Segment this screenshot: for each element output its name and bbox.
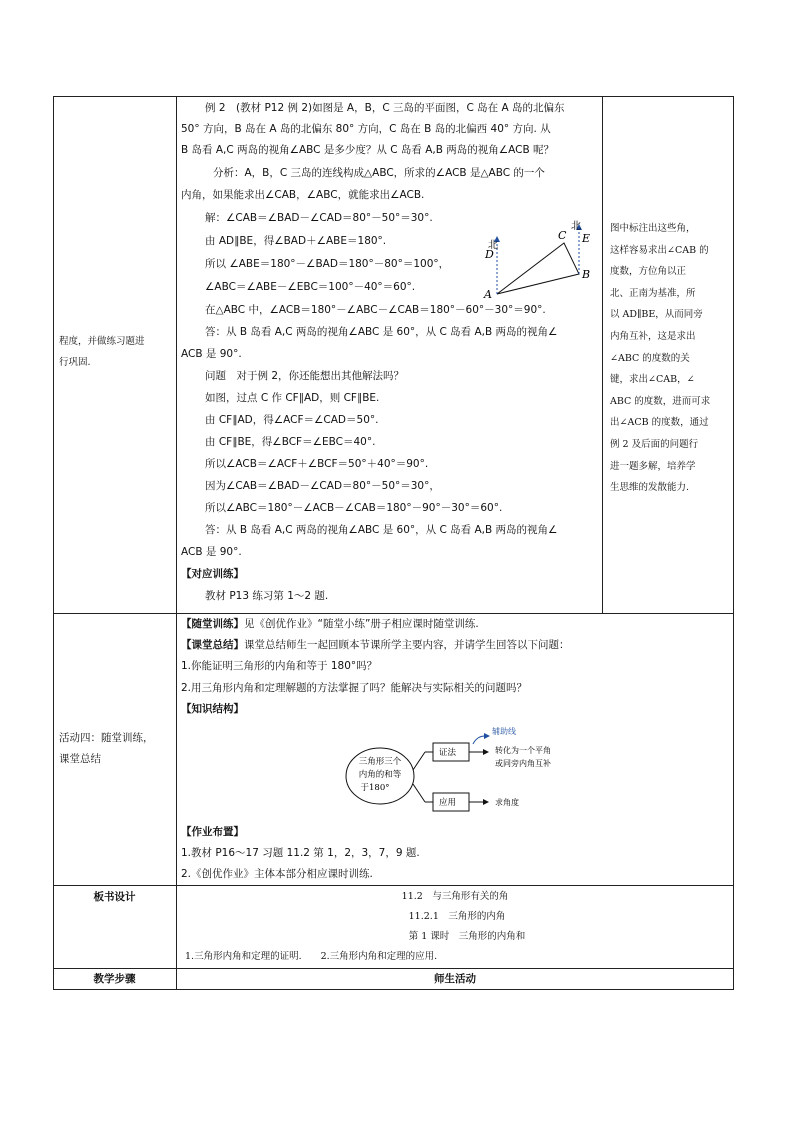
note-line: 内角互补，这是求出 <box>610 330 696 342</box>
training-heading: 【对应训练】 <box>181 568 244 580</box>
suitang-line <box>181 614 479 635</box>
footer-teacher-student: 师生活动 <box>434 973 476 985</box>
solution-line-3: 所以 ∠ABE＝180°－∠BAD＝180°－80°＝100°， <box>205 258 450 270</box>
ketang-line <box>181 635 570 656</box>
left-cell-row4: 教学步骤 <box>93 973 136 985</box>
summary-question-1: 1.你能证明三角形的内角和等于 180°吗？ <box>181 660 378 672</box>
arrow-right-icon <box>483 749 489 755</box>
row-divider <box>53 885 734 886</box>
question-line: 问题 对于例 2，你还能想出其他解法吗？ <box>205 370 405 382</box>
mindmap-branch-1: 证法 <box>439 748 457 758</box>
table-border-left <box>53 96 54 990</box>
left-cell-row3: 板书设计 <box>93 891 136 903</box>
board-design-cell <box>177 887 733 967</box>
figure-label-e: E <box>582 232 591 245</box>
mindmap-aux-label: 辅助线 <box>492 727 516 736</box>
board-title-2: 11.2.1 三角形的内角 <box>408 911 506 922</box>
left-row1-line1: 程度，并做练习题进 <box>59 336 145 347</box>
figure-label-c: C <box>558 229 567 242</box>
triangle-figure <box>473 218 603 304</box>
homework-heading: 【作业布置】 <box>181 826 244 838</box>
note-line: 键，求出∠CAB，∠ <box>610 374 695 386</box>
mindmap-leaf-2: 求角度 <box>495 798 519 807</box>
note-line: 出∠ACB 的度数，通过 <box>610 417 709 429</box>
example-line-1: 例 2 (教材 P12 例 2)如图是 A，B，C 三岛的平面图，C 岛在 A 岛的北偏东 <box>205 102 565 114</box>
arrow-right-icon <box>483 799 489 805</box>
example-cell <box>181 98 599 610</box>
mindmap-connector <box>413 752 425 770</box>
table-border-right <box>733 96 734 990</box>
knowledge-mindmap <box>345 726 595 826</box>
mindmap-branch-2: 应用 <box>439 798 457 808</box>
alt-solution-line-6: 所以∠ABC＝180°－∠ACB－∠CAB＝180°－90°－30°＝60°. <box>205 502 503 514</box>
note-line: 度数，方位角以正 <box>610 266 687 278</box>
figure-label-b: B <box>582 268 591 281</box>
knowledge-heading: 【知识结构】 <box>181 703 244 715</box>
example-line-3: B 岛看 A,C 两岛的视角∠ABC 是多少度？从 C 岛看 A,B 两岛的视角∠ACB 呢？ <box>181 144 555 156</box>
figure-label-d: D <box>485 248 494 261</box>
mindmap-center-line-1: 三角形三个 <box>358 757 402 767</box>
figure-label-north-1: 北 <box>488 240 498 251</box>
alt-solution-line-5: 因为∠CAB＝∠BAD－∠CAD＝80°－50°＝30°， <box>205 480 440 492</box>
triangle-abc <box>497 243 579 294</box>
aux-arrow-icon <box>484 733 490 739</box>
analysis-line-1: 分析：A，B，C 三岛的连线构成△ABC，所求的∠ACB 是△ABC 的一个 <box>213 167 545 179</box>
solution-line-2: 由 AD∥BE，得∠BAD＋∠ABE＝180°. <box>205 235 387 247</box>
alt-solution-line-2: 由 CF∥AD，得∠ACF＝∠CAD＝50°. <box>205 414 379 426</box>
ketang-body: 课堂总结师生一起回顾本节课所学主要内容，并请学生回答以下问题： <box>244 639 570 651</box>
note-line: 这样容易求出∠CAB 的 <box>610 244 709 256</box>
left-cell-row1 <box>59 332 173 373</box>
mindmap-connector <box>413 784 425 802</box>
alt-solution-line-4: 所以∠ACB＝∠ACF＋∠BCF＝50°＋40°＝90°. <box>205 458 429 470</box>
solution-line-1: 解：∠CAB＝∠BAD－∠CAD＝80°－50°＝30°. <box>205 212 433 224</box>
left-row1-line2: 行巩固. <box>59 356 91 368</box>
answer-1-line-2: ACB 是 90°. <box>181 348 242 360</box>
note-line: ∠ABC 的度数的关 <box>610 352 690 364</box>
note-line: 图中标注出这些角， <box>610 223 696 234</box>
homework-item-1: 1.教材 P16～17 习题 11.2 第 1，2，3，7，9 题. <box>181 847 420 859</box>
board-points: 1.三角形内角和定理的证明. 2.三角形内角和定理的应用. <box>185 951 438 962</box>
example-line-2: 50° 方向，B 岛在 A 岛的北偏东 80° 方向，C 岛在 B 岛的北偏西 40° 方向. 从 <box>181 123 551 135</box>
analysis-line-2: 内角，如果能求出∠CAB，∠ABC，就能求出∠ACB. <box>181 189 425 201</box>
lesson-table <box>53 96 734 990</box>
left-row2-line2: 课堂总结 <box>59 752 101 765</box>
note-line: 例 2 及后面的问题行 <box>610 438 699 450</box>
solution-line-4: ∠ABC＝∠ABE－∠EBC＝100°－40°＝60°. <box>205 281 416 293</box>
summary-question-2: 2.用三角形内角和定理解题的方法掌握了吗？能解决与实际相关的问题吗？ <box>181 682 528 694</box>
board-title-1: 11.2 与三角形有关的角 <box>401 891 509 902</box>
suitang-body: 见《创优作业》“随堂小练”册子相应课时随堂训练. <box>244 618 479 630</box>
answer-2-line-2: ACB 是 90°. <box>181 546 242 558</box>
alt-solution-line-1: 如图，过点 C 作 CF∥AD，则 CF∥BE. <box>205 392 380 404</box>
mindmap-center-line-3: 于180° <box>360 783 390 793</box>
note-line: 以 AD∥BE，从而同旁 <box>610 309 703 321</box>
ketang-heading: 【课堂总结】 <box>181 639 244 651</box>
note-line: 进一题多解，培养学 <box>610 460 696 472</box>
suitang-heading: 【随堂训练】 <box>181 618 244 630</box>
col-divider <box>602 96 603 613</box>
mindmap-leaf-1b: 或同旁内角互补 <box>495 759 551 768</box>
figure-label-north-2: 北 <box>571 221 581 232</box>
aux-line-curve <box>473 736 485 744</box>
teaching-notes <box>610 218 730 499</box>
solution-line-5: 在△ABC 中，∠ACB＝180°－∠ABC－∠CAB＝180°－60°－30°＝90°. <box>205 304 546 316</box>
table-border-bottom <box>53 989 734 990</box>
answer-1-line-1: 答：从 B 岛看 A,C 两岛的视角∠ABC 是 60°，从 C 岛看 A,B 两岛的视角∠ <box>205 326 558 338</box>
note-line: 北、正南为基准，所 <box>610 287 696 299</box>
note-line: 生思维的发散能力. <box>610 482 690 494</box>
left-cell-row2 <box>59 728 173 769</box>
mindmap-leaf-1a: 转化为一个平角 <box>495 746 551 755</box>
board-title-3: 第 1 课时 三角形的内角和 <box>408 931 526 942</box>
figure-label-a: A <box>484 288 492 301</box>
alt-solution-line-3: 由 CF∥BE，得∠BCF＝∠EBC＝40°. <box>205 436 376 448</box>
note-line: ABC 的度数，进而可求 <box>610 395 711 407</box>
mindmap-center-line-2: 内角的和等 <box>358 770 402 780</box>
answer-2-line-1: 答：从 B 岛看 A,C 两岛的视角∠ABC 是 60°，从 C 岛看 A,B 两岛的视角∠ <box>205 524 558 536</box>
left-row2-line1: 活动四：随堂训练， <box>59 732 154 744</box>
homework-item-2: 2.《创优作业》主体本部分相应课时训练. <box>181 868 373 880</box>
table-border-top <box>53 96 734 97</box>
col-divider <box>176 96 177 990</box>
training-body: 教材 P13 练习第 1～2 题. <box>205 590 329 602</box>
